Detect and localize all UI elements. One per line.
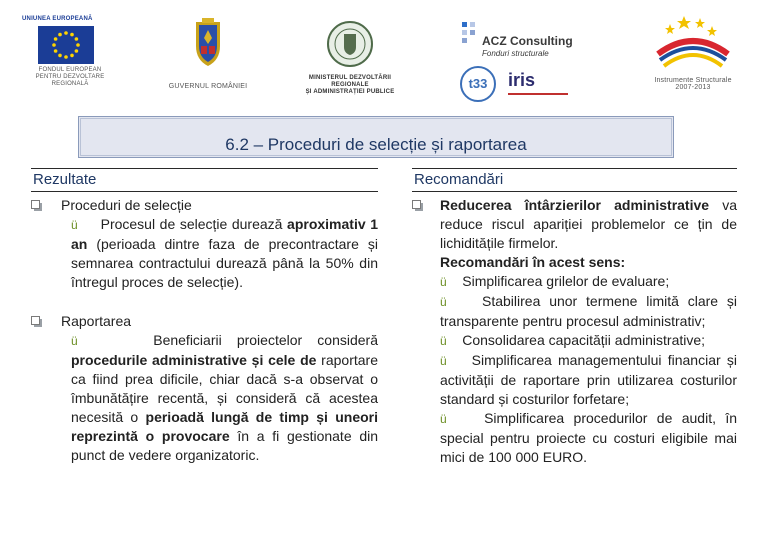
acz-squares-icon bbox=[460, 20, 482, 50]
list-item bbox=[31, 196, 378, 292]
intro-bold: Reducerea întârzierilor administrative bbox=[440, 197, 710, 213]
recommendations-heading: Recomandări bbox=[412, 168, 737, 192]
recommendation-bullet bbox=[440, 272, 737, 292]
results-column bbox=[31, 168, 378, 465]
bullet-text: Consolidarea capacității administrative; bbox=[462, 332, 706, 348]
eu-label: UNIUNEA EUROPEANĂ bbox=[22, 16, 93, 22]
bullet-text: Simplificarea managementului financiar și activității de raportare prin utilizarea costurilor standard și costurilor forfetare; bbox=[440, 352, 737, 407]
check-icon: ü bbox=[440, 275, 447, 289]
recommendation-bullet bbox=[440, 409, 737, 467]
check-icon: ü bbox=[71, 334, 78, 348]
recommendations-subhead: Recomandări în acest sens: bbox=[440, 254, 626, 270]
recommendation-bullet bbox=[440, 351, 737, 409]
recommendation-bullet bbox=[440, 331, 737, 351]
item-title: Proceduri de selecție bbox=[61, 197, 192, 213]
check-icon: ü bbox=[440, 295, 447, 309]
page-title: 6.2 – Proceduri de selecție și raportarea bbox=[225, 135, 527, 154]
ministry-caption-1: MINISTERUL DEZVOLTĂRII REGIONALE bbox=[308, 75, 392, 88]
t33-logo bbox=[460, 66, 496, 102]
item-text: Beneficiarii proiectelor consideră bbox=[153, 332, 378, 348]
bullet-square-icon bbox=[31, 316, 40, 325]
recommendations-column bbox=[412, 168, 737, 467]
structural-instruments-logo bbox=[648, 14, 738, 91]
iris-logo bbox=[508, 70, 578, 95]
acz-name: ACZ Consulting bbox=[482, 34, 573, 48]
check-icon: ü bbox=[440, 354, 447, 368]
bullet-square-icon bbox=[31, 200, 40, 209]
ministry-logo bbox=[298, 20, 402, 96]
iris-underline bbox=[508, 93, 568, 95]
acz-tagline: Fonduri structurale bbox=[482, 49, 549, 58]
item-text-3: în a fi gestionate din punct de vedere organizatoric. bbox=[71, 428, 379, 463]
eu-fund-line2: PENTRU DEZVOLTARE REGIONALĂ bbox=[35, 74, 105, 87]
intro-text: va reduce riscul apariției problemelor ce țin de lichiditățile firmelor. bbox=[440, 197, 737, 251]
structural-instruments-emblem-icon bbox=[648, 14, 738, 72]
item-text-2: (perioada dintre faza de precontractare și semnarea contractului durează până la 50% din întregul proces de selecție). bbox=[71, 236, 378, 290]
eu-flag-icon bbox=[38, 26, 94, 64]
government-logo bbox=[168, 16, 248, 90]
item-text-2: raportare ca fiind prea dificile, chiar dacă s-a observat o îmbunătățire recentă, și consideră că acestea necesită o bbox=[71, 352, 378, 425]
list-item bbox=[31, 312, 378, 465]
item-bold-2: perioadă lungă de timp și uneori reprezintă o provocare bbox=[71, 409, 378, 444]
list-item bbox=[412, 196, 737, 467]
check-icon: ü bbox=[440, 334, 447, 348]
eu-logo bbox=[22, 16, 118, 88]
bullet-square-icon bbox=[412, 200, 421, 209]
instruments-caption-1: Instrumente Structurale bbox=[654, 77, 732, 84]
bullet-text: Stabilirea unor termene limită clare și transparente pentru procesul administrativ; bbox=[440, 293, 737, 329]
results-heading: Rezultate bbox=[31, 168, 378, 192]
check-icon: ü bbox=[71, 218, 78, 232]
item-text: Procesul de selecție durează bbox=[100, 216, 288, 232]
check-icon: ü bbox=[440, 412, 447, 426]
item-title: Raportarea bbox=[61, 313, 132, 329]
iris-text: iris bbox=[508, 70, 536, 90]
item-bold: aproximativ 1 an bbox=[71, 216, 379, 252]
title-box bbox=[78, 116, 674, 158]
instruments-caption-2: 2007-2013 bbox=[675, 84, 711, 91]
ministry-caption-2: ȘI ADMINISTRAȚIEI PUBLICE bbox=[305, 89, 395, 95]
item-bold: procedurile administrative și cele de bbox=[71, 352, 317, 368]
bullet-text: Simplificarea grilelor de evaluare; bbox=[462, 273, 670, 289]
t33-text: t33 bbox=[468, 76, 488, 91]
bullet-text: Simplificarea procedurilor de audit, în special pentru proiecte cu costuri eligibile mai mici de 100 000 EURO. bbox=[440, 410, 737, 465]
romania-coat-of-arms-icon bbox=[168, 16, 248, 68]
recommendation-bullet bbox=[440, 292, 737, 331]
ministry-seal-icon bbox=[298, 20, 402, 68]
government-caption: GUVERNUL ROMÂNIEI bbox=[168, 83, 248, 90]
eu-fund-line1: FONDUL EUROPEAN bbox=[38, 67, 102, 73]
